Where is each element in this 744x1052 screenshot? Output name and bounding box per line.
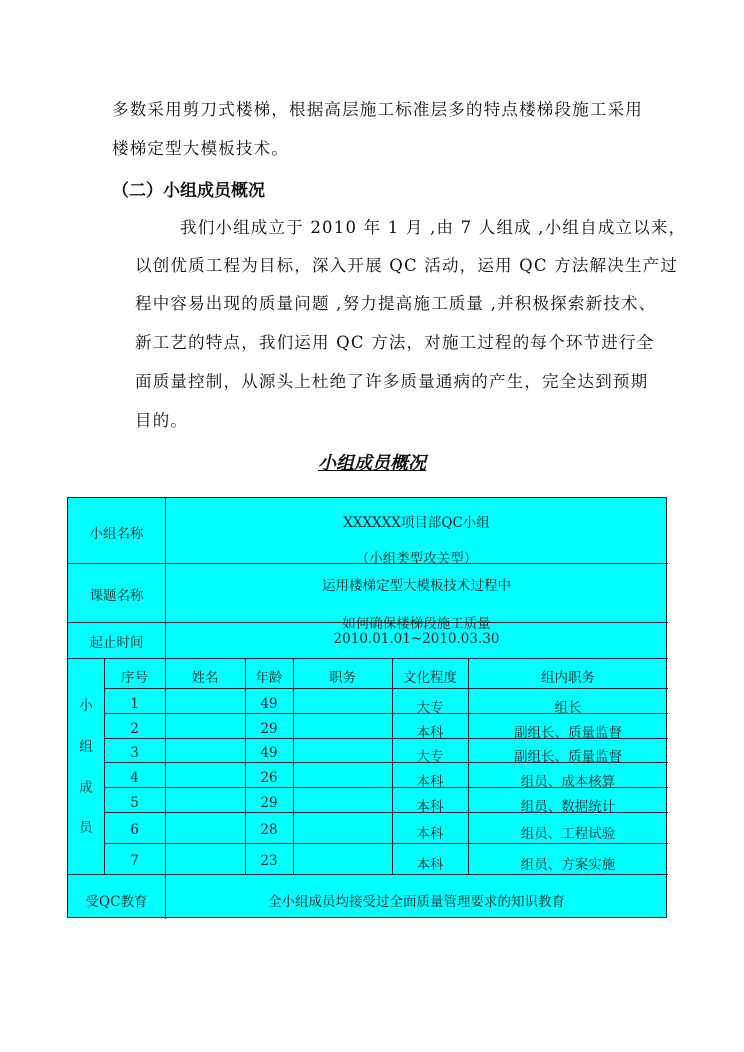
group-type: （小组类型攻关型） — [355, 551, 478, 567]
table-cell: 组员、成本核算 — [520, 774, 616, 790]
topic-line1: 运用楼梯定型大模板技术过程中 — [322, 578, 511, 594]
table-cell: 副组长、质量监督 — [514, 749, 622, 765]
table-cell: 29 — [260, 721, 278, 737]
topic-line2: 如何确保楼梯段施工质量 — [342, 616, 491, 632]
table-cell: 1 — [130, 696, 139, 712]
paragraph-line: 以创优质工程为目标，深入开展 QC 活动，运用 QC 方法解决生产过 — [135, 256, 679, 275]
table-cell: 2 — [130, 721, 139, 737]
paragraph-line: 新工艺的特点，我们运用 QC 方法，对施工过程的每个环节进行全 — [135, 333, 655, 352]
column-header: 职务 — [329, 670, 356, 686]
period: 2010.01.01~2010.03.30 — [333, 631, 500, 647]
column-header: 姓名 — [191, 670, 219, 686]
table-cell: 49 — [260, 745, 278, 761]
table-cell: 7 — [130, 852, 139, 869]
table-cell: 本科 — [416, 725, 444, 741]
table-cell: 组员、方案实施 — [520, 856, 616, 873]
table-cell: 4 — [130, 770, 139, 786]
table-cell: 大专 — [416, 749, 444, 765]
table-cell: 3 — [130, 745, 139, 761]
table-cell: 组长 — [554, 700, 582, 716]
members-label-char: 小 — [79, 698, 93, 714]
table-cell: 26 — [260, 770, 278, 786]
table-cell: 23 — [260, 852, 278, 869]
paragraph-line: 程中容易出现的质量问题 ,努力提高施工质量 ,并积极探索新技术、 — [135, 294, 657, 313]
column-header: 年龄 — [255, 670, 283, 686]
members-label-char: 成 — [79, 780, 93, 796]
period-label: 起止时间 — [89, 635, 144, 651]
table-cell: 本科 — [416, 825, 444, 842]
table-cell: 29 — [260, 795, 278, 811]
table-cell: 本科 — [416, 856, 444, 873]
table-cell: 49 — [260, 696, 278, 712]
education: 全小组成员均接受过全面质量管理要求的知识教育 — [268, 894, 565, 910]
table-cell: 副组长、质量监督 — [514, 725, 622, 741]
table-cell: 5 — [130, 795, 139, 811]
paragraph-line: 目的。 — [135, 411, 189, 430]
paragraph-line: 我们小组成立于 2010 年 1 月 ,由 7 人组成 ,小组自成立以来， — [180, 218, 687, 237]
table-cell: 组员、工程试验 — [520, 825, 616, 842]
table-cell: 本科 — [416, 799, 444, 815]
members-label-char: 员 — [79, 820, 93, 836]
table-caption: 小组成员概况 — [318, 453, 426, 474]
paragraph-line: 多数采用剪刀式楼梯，根据高层施工标准层多的特点楼梯段施工采用 — [112, 100, 643, 119]
paragraph-line: 楼梯定型大模板技术。 — [112, 139, 289, 158]
members-table — [67, 497, 667, 918]
table-cell: 28 — [260, 821, 278, 838]
column-header: 序号 — [121, 670, 148, 686]
table-cell: 本科 — [416, 774, 444, 790]
table-cell: 大专 — [416, 700, 444, 716]
group-name: XXXXXX项目部QC小组 — [343, 515, 490, 531]
paragraph-line: 面质量控制，从源头上杜绝了许多质量通病的产生，完全达到预期 — [135, 372, 649, 391]
education-label: 受QC教育 — [85, 894, 148, 910]
group-name-label: 小组名称 — [89, 526, 144, 542]
table-cell: 组员、数据统计 — [520, 799, 616, 815]
topic-label: 课题名称 — [89, 588, 144, 604]
column-header: 文化程度 — [403, 670, 457, 686]
table-cell: 6 — [130, 821, 139, 838]
section-heading: （二）小组成员概况 — [112, 181, 265, 201]
column-header: 组内职务 — [541, 670, 595, 686]
members-label-char: 组 — [79, 739, 93, 755]
